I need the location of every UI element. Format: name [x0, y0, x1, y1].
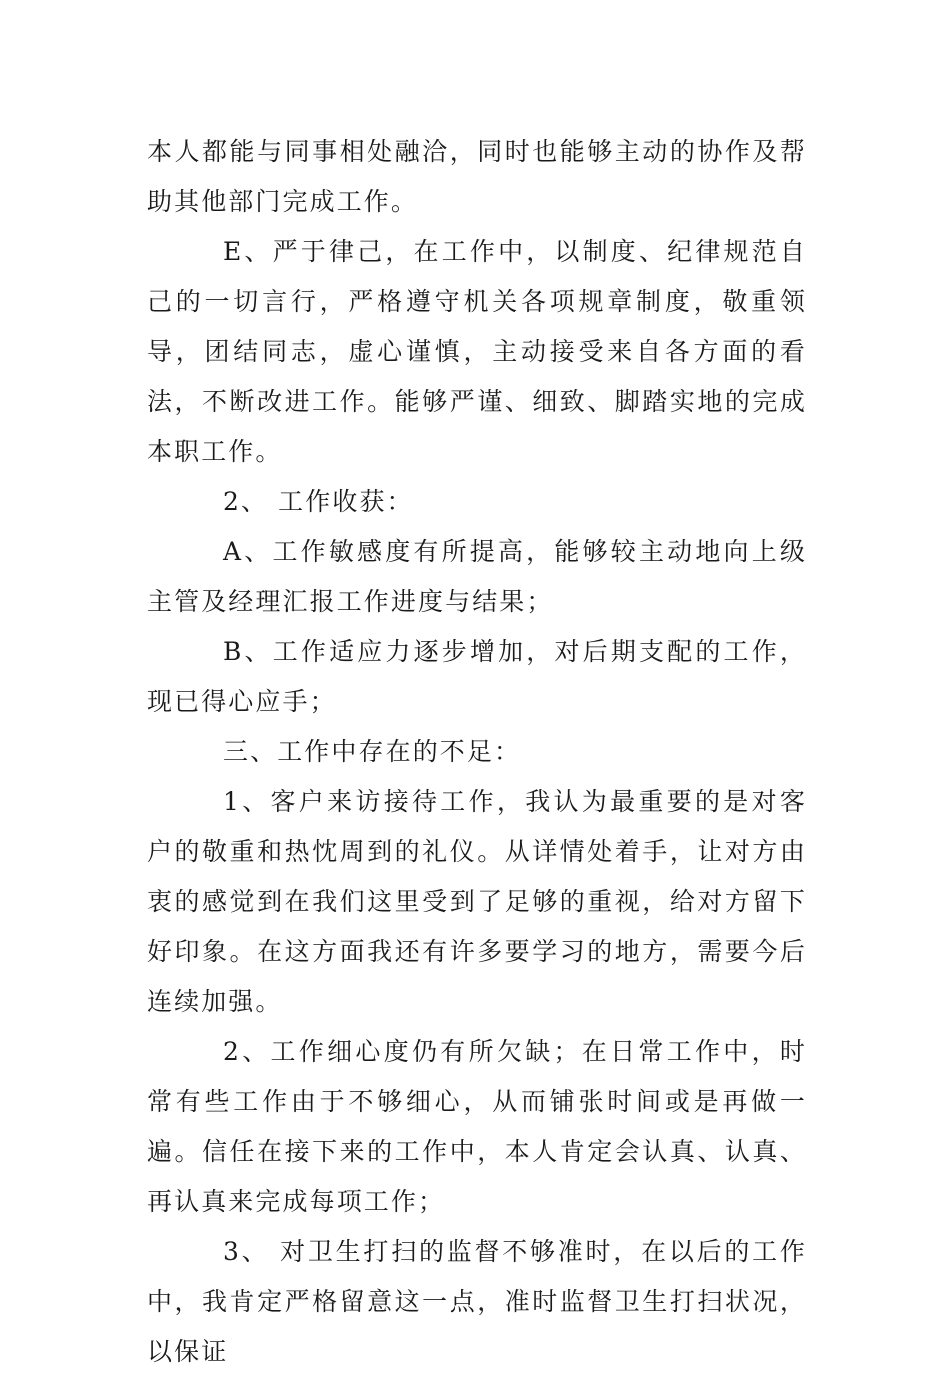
section-heading-shortcomings: 三、工作中存在的不足： [223, 737, 522, 766]
paragraph-item-1: 1、客户来访接待工作，我认为最重要的是对客户的敬重和热忱周到的礼仪。从详情处着手，让对方由衷的感觉到在我们这里受到了足够的重视，给对方留下好印象。在这方面我还有许多要学习的地方，需要今后连续加强。 [147, 787, 807, 1016]
paragraph-intro: 本人都能与同事相处融洽，同时也能够主动的协作及帮助其他部门完成工作。 [147, 137, 807, 216]
paragraph-item-3: 3、 对卫生打扫的监督不够准时，在以后的工作中，我肯定严格留意这一点，准时监督卫生打扫状况，以保证 [147, 1237, 807, 1366]
document-body [147, 127, 807, 1377]
paragraph-item-e: E、严于律己，在工作中，以制度、纪律规范自己的一切言行，严格遵守机关各项规章制度，敬重领导，团结同志，虚心谨慎，主动接受来自各方面的看法，不断改进工作。能够严谨、细致、脚踏实地的完成本职工作。 [147, 237, 807, 466]
paragraph-item-2: 2、工作细心度仍有所欠缺；在日常工作中，时常有些工作由于不够细心，从而铺张时间或是再做一遍。信任在接下来的工作中，本人肯定会认真、认真、再认真来完成每项工作； [147, 1037, 807, 1216]
section-heading-work-gains: 2、 工作收获： [223, 487, 414, 516]
paragraph-item-a: A、工作敏感度有所提高，能够较主动地向上级主管及经理汇报工作进度与结果； [147, 537, 807, 616]
paragraph-item-b: B、工作适应力逐步增加，对后期支配的工作，现已得心应手； [147, 637, 807, 716]
